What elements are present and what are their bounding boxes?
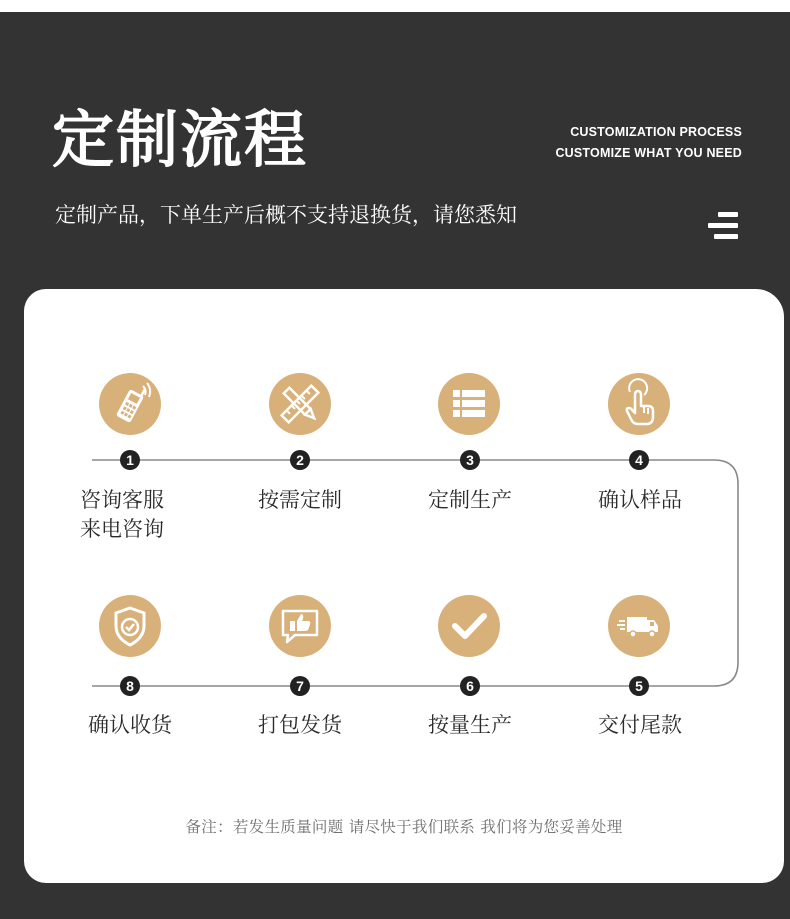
shield-check-icon [99,595,161,657]
pencil-ruler-icon [269,373,331,435]
notice-text: 定制产品，下单生产后概不支持退换货，请您悉知 [55,203,517,227]
step-number-5: 5 [629,676,649,696]
step-label-6: 按量生产 [428,713,512,737]
step-label-3: 定制生产 [428,488,512,512]
step-number-2: 2 [290,450,310,470]
step-label-2: 按需定制 [258,488,342,512]
page-title: 定制流程 [52,103,309,176]
step-number-4: 4 [629,450,649,470]
step-number-7: 7 [290,676,310,696]
delivery-truck-icon [608,595,670,657]
step-number-1: 1 [120,450,140,470]
top-strip [0,0,790,12]
english-subtitle [555,122,742,164]
phone-icon [99,373,161,435]
step-label-1 [80,486,164,544]
check-mark-icon [438,595,500,657]
step-number-6: 6 [460,676,480,696]
process-card [24,289,784,883]
step-label-4: 确认样品 [598,488,682,512]
thumbs-up-chat-icon [269,595,331,657]
menu-icon[interactable] [706,210,742,242]
step-label-8: 确认收货 [88,713,172,737]
step-label-1-line-2: 来电咨询 [80,517,164,541]
step-number-3: 3 [460,450,480,470]
step-label-7: 打包发货 [258,713,342,737]
step-number-8: 8 [120,676,140,696]
step-label-5: 交付尾款 [598,713,682,737]
hand-pointer-icon [608,373,670,435]
step-label-1-line-1: 咨询客服 [80,488,164,512]
english-line-2: CUSTOMIZE WHAT YOU NEED [555,146,742,160]
list-icon [438,373,500,435]
remark-note: 备注：若发生质量问题 请尽快于我们联系 我们将为您妥善处理 [185,818,623,836]
english-line-1: CUSTOMIZATION PROCESS [570,125,742,139]
